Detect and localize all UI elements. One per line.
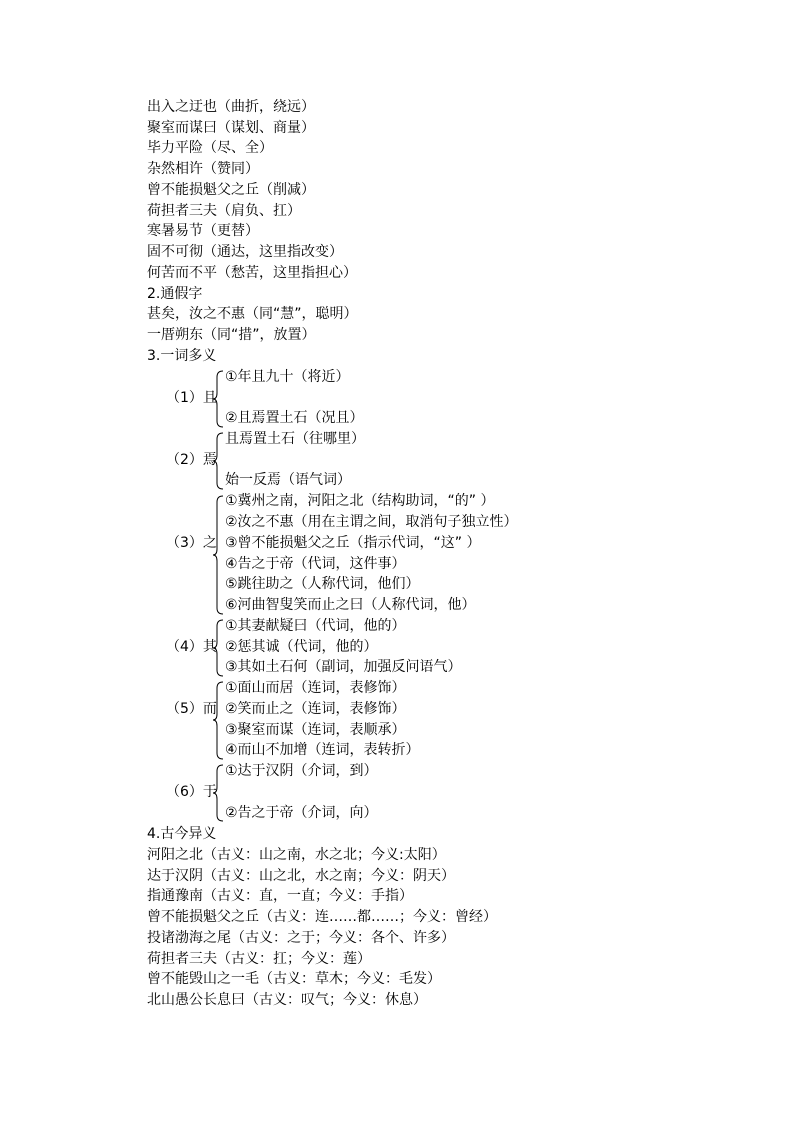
vocab-line: 曾不能损魁父之丘（削减） [147, 182, 315, 198]
tongjiazi-line: 一厝朔东（同“措”，放置） [147, 327, 316, 343]
group-item: ④而山不加增（连词，表转折） [225, 742, 420, 758]
gujin-line: 达于汉阴（古义：山之北，水之南；今义：阴天） [147, 868, 455, 884]
group-item: ②惩其诚（代词，他的） [225, 639, 378, 655]
vocab-line: 何苦而不平（愁苦，这里指担心） [147, 265, 357, 281]
gujin-line: 北山愚公长息曰（古义：叹气；今义：休息） [147, 992, 427, 1008]
vocab-line: 聚室而谋曰（谋划、商量） [147, 120, 315, 136]
gujin-line: 曾不能毁山之一毛（古义：草木；今义：毛发） [147, 971, 441, 987]
vocab-line: 荷担者三夫（肩负、扛） [147, 203, 301, 219]
group-item: ①其妻献疑曰（代词，他的） [225, 618, 406, 634]
group-item: ⑥河曲智叟笑而止之曰（人称代词，他） [225, 597, 476, 613]
group-item: ①达于汉阴（介词，到） [225, 763, 378, 779]
vocab-line: 固不可彻（通达，这里指改变） [147, 244, 343, 260]
brace-icon [212, 431, 224, 491]
brace-icon [212, 763, 224, 823]
section-heading-yiciduoyi: 3.一词多义 [147, 348, 217, 364]
vocab-line: 寒暑易节（更替） [147, 223, 259, 239]
brace-icon [212, 618, 224, 678]
section-heading-gujinyiyi: 4.古今异义 [147, 826, 217, 842]
gujin-line: 投诸渤海之尾（古义：之于；今义：各个、许多） [147, 930, 455, 946]
vocab-line: 毕力平险（尽、全） [147, 140, 273, 156]
brace-icon [212, 369, 224, 429]
group-item: ③曾不能损魁父之丘（指示代词，“这” ） [225, 535, 481, 551]
brace-icon [212, 494, 224, 616]
group-label-er: （5）而 [166, 701, 217, 717]
group-label-qie: （1）且 [166, 390, 217, 406]
group-label-yan: （2）焉 [166, 452, 217, 468]
group-item: ①冀州之南，河阳之北（结构助词，“的” ） [225, 493, 495, 509]
group-label-qi: （4）其 [166, 639, 217, 655]
group-item: ③聚室而谋（连词，表顺承） [225, 722, 406, 738]
group-item: ②笑而止之（连词，表修饰） [225, 701, 406, 717]
vocab-line: 杂然相许（赞同） [147, 161, 259, 177]
group-item: 且焉置土石（往哪里） [225, 431, 365, 447]
gujin-line: 曾不能损魁父之丘（古义：连……都……；今义：曾经） [147, 909, 497, 925]
gujin-line: 河阳之北（古义：山之南，水之北；今义:太阳） [147, 847, 446, 863]
section-heading-tongjiazi: 2.通假字 [147, 286, 203, 302]
group-label-zhi: （3）之 [166, 535, 217, 551]
tongjiazi-line: 甚矣，汝之不惠（同“慧”，聪明） [147, 306, 358, 322]
group-label-yu: （6）于 [166, 784, 217, 800]
group-item: ③其如土石何（副词，加强反问语气） [225, 659, 462, 675]
gujin-line: 指通豫南（古义：直，一直；今义：手指） [147, 888, 413, 904]
group-item: ②汝之不惠（用在主谓之间，取消句子独立性） [225, 514, 518, 530]
group-item: ①年且九十（将近） [225, 369, 350, 385]
group-item: ⑤跳往助之（人称代词，他们） [225, 576, 420, 592]
group-item: ②告之于帝（介词，向） [225, 805, 378, 821]
group-item: ④告之于帝（代词，这件事） [225, 556, 406, 572]
group-item: ①面山而居（连词，表修饰） [225, 680, 406, 696]
vocab-line: 出入之迂也（曲折，绕远） [147, 99, 315, 115]
group-item: ②且焉置土石（况且） [225, 410, 364, 426]
brace-icon [212, 680, 224, 761]
gujin-line: 荷担者三夫（古义：扛；今义：莲） [147, 951, 371, 967]
group-item: 始一反焉（语气词） [225, 472, 351, 488]
